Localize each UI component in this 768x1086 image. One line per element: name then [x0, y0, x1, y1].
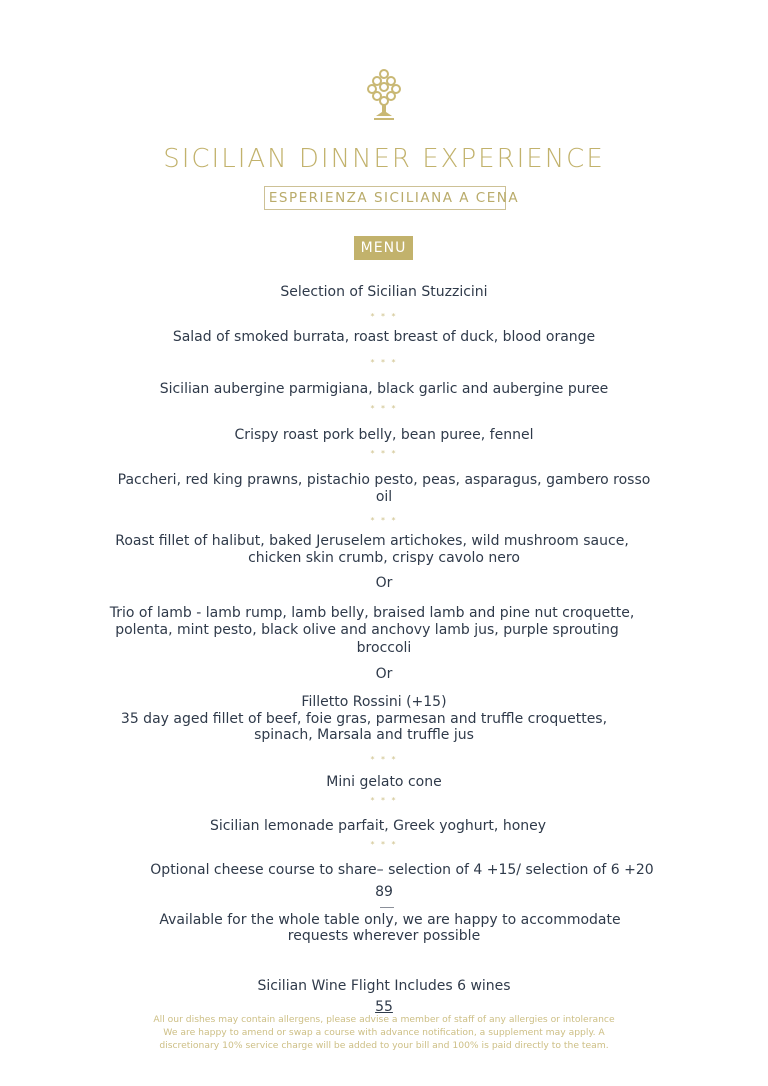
page-title: SICILIAN DINNER EXPERIENCE [163, 144, 605, 174]
main-option-rossini-line-2: 35 day aged fillet of beef, foie gras, parmesan and truffle croquettes, [120, 711, 608, 727]
course-3: Sicilian aubergine parmigiana, black garlic and aubergine puree [159, 381, 609, 397]
separator-stars: * * * [370, 755, 398, 764]
allergen-note: All our dishes may contain allergens, please advise a member of staff of any allergies or intolerance [153, 1014, 615, 1025]
wine-flight-label: Sicilian Wine Flight Includes 6 wines [257, 978, 511, 994]
table-note-line-2: requests wherever possible [287, 928, 481, 944]
course-7: Mini gelato cone [326, 774, 442, 790]
course-5-line-2: oil [375, 489, 393, 505]
main-option-lamb-line-1: Trio of lamb - lamb rump, lamb belly, braised lamb and pine nut croquette, [109, 605, 635, 621]
footer-notes [0, 1013, 768, 1052]
main-option-halibut-line-1: Roast fillet of halibut, baked Jeruselem artichokes, wild mushroom sauce, [115, 533, 629, 549]
separator-stars: * * * [370, 840, 398, 849]
separator-stars: * * * [370, 449, 398, 458]
cheese-course: Optional cheese course to share– selection of 4 +15/ selection of 6 +20 [150, 862, 654, 878]
wine-flight-price: 55 [375, 999, 393, 1015]
table-note-line-1: Available for the whole table only, we are happy to accommodate [159, 912, 621, 928]
course-5-line-1: Paccheri, red king prawns, pistachio pesto, peas, asparagus, gambero rosso [117, 472, 651, 488]
main-option-lamb-line-3: broccoli [356, 640, 412, 656]
main-option-lamb-line-2: polenta, mint pesto, black olive and anchovy lamb jus, purple sprouting [115, 622, 619, 638]
service-charge-note: discretionary 10% service charge will be added to your bill and 100% is paid directly to the team. [159, 1040, 609, 1051]
course-4: Crispy roast pork belly, bean puree, fennel [234, 427, 534, 443]
main-option-halibut-line-2: chicken skin crumb, crispy cavolo nero [248, 550, 520, 566]
separator-stars: * * * [370, 516, 398, 525]
course-1: Selection of Sicilian Stuzzicini [280, 284, 488, 300]
course-8: Sicilian lemonade parfait, Greek yoghurt, honey [209, 818, 547, 834]
or-label: Or [375, 666, 393, 682]
main-option-rossini-line-3: spinach, Marsala and truffle jus [254, 727, 474, 743]
page-subtitle: ESPERIENZA SICILIANA A CENA [268, 190, 520, 206]
separator-stars: * * * [370, 796, 398, 805]
amend-note: We are happy to amend or swap a course with advance notification, a supplement may apply. A [163, 1027, 605, 1038]
or-label: Or [375, 575, 393, 591]
menu-price: 89 [375, 884, 393, 900]
menu-badge: MENU [354, 236, 413, 260]
pine-cone-tree-icon [364, 68, 404, 122]
main-option-rossini-line-1: Filletto Rossini (+15) [301, 694, 447, 710]
separator-stars: * * * [370, 358, 398, 367]
separator-stars: * * * [370, 404, 398, 413]
divider [380, 907, 394, 908]
course-2: Salad of smoked burrata, roast breast of duck, blood orange [172, 329, 596, 345]
separator-stars: * * * [370, 312, 398, 321]
